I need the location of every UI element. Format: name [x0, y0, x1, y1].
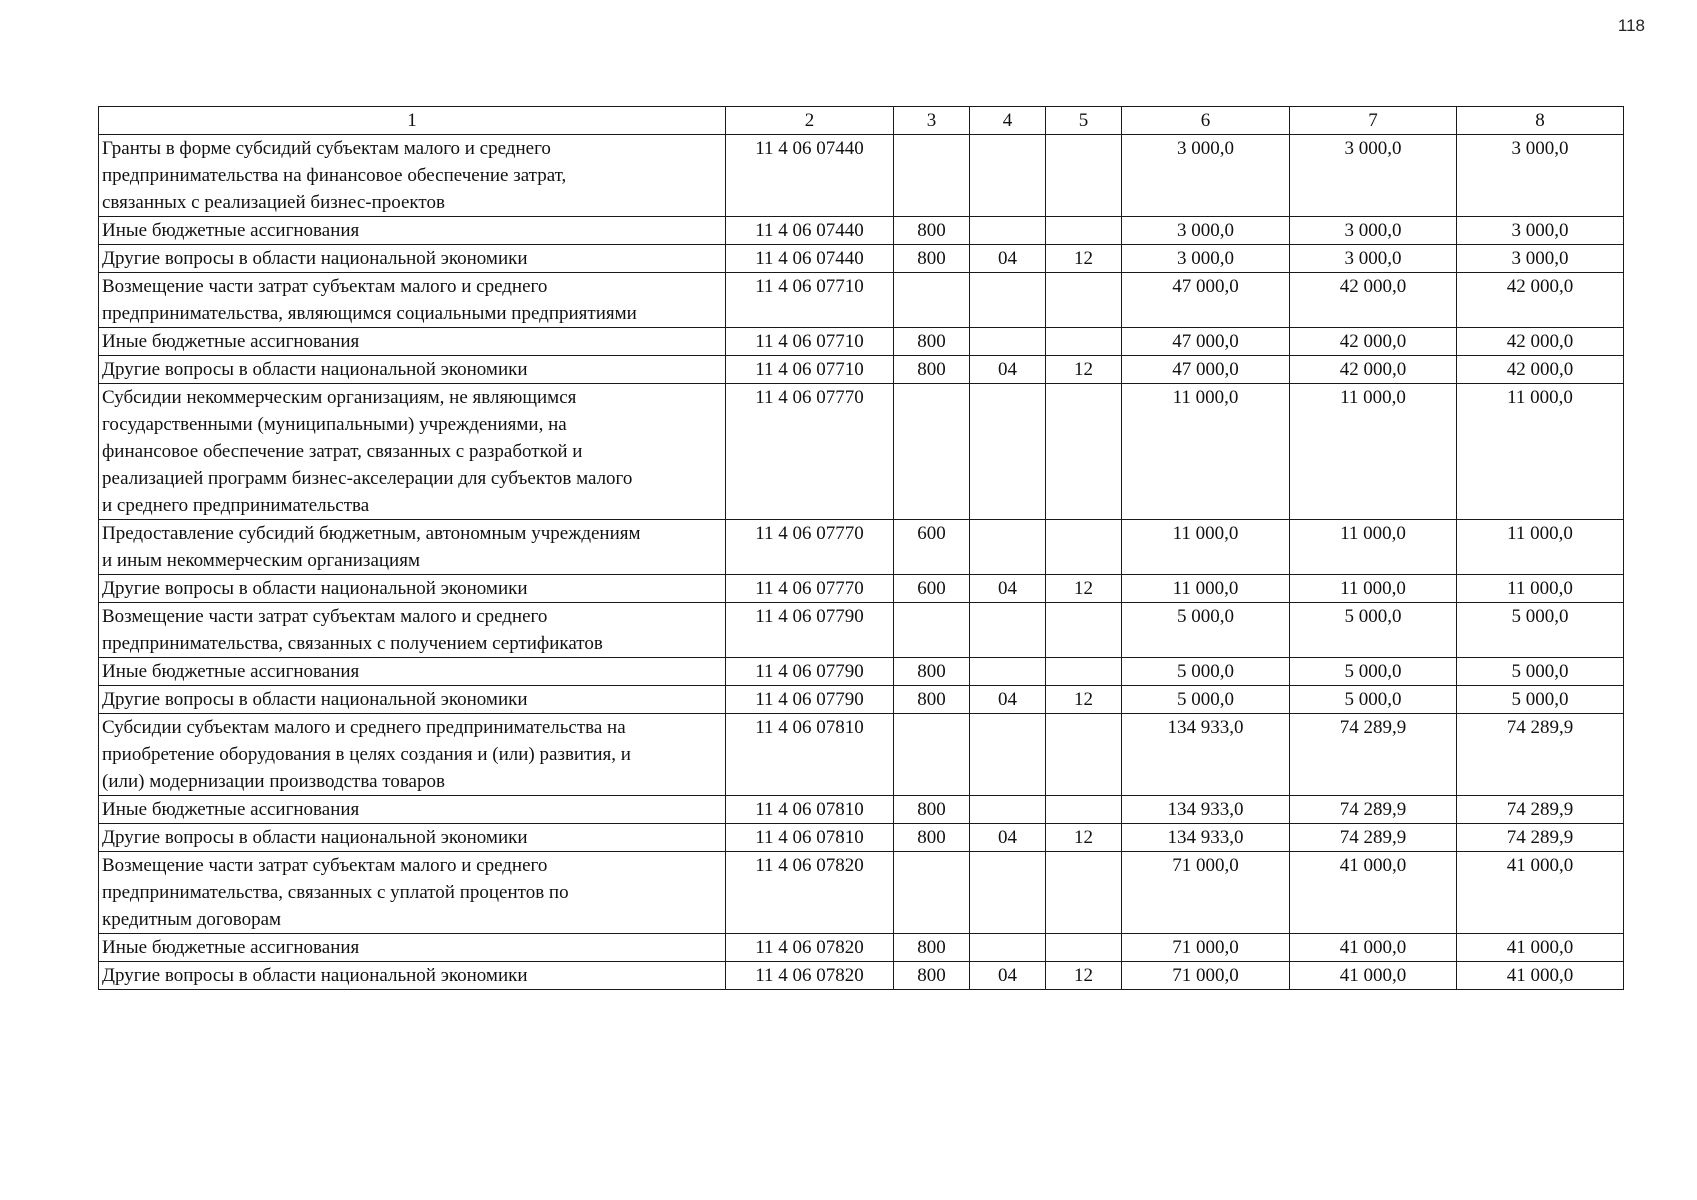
table-row	[99, 384, 1624, 520]
target-article-code-cell: 11 4 06 07770	[726, 575, 894, 603]
target-article-code-cell: 11 4 06 07810	[726, 714, 894, 796]
amount-col7-cell: 3 000,0	[1290, 217, 1457, 245]
expense-type-cell: 800	[894, 824, 970, 852]
subsection-cell	[1046, 135, 1122, 217]
amount-col6-cell: 47 000,0	[1122, 328, 1290, 356]
page-number: 118	[1617, 16, 1645, 35]
table-row	[99, 217, 1624, 245]
expense-type-cell: 800	[894, 356, 970, 384]
target-article-code-cell: 11 4 06 07820	[726, 934, 894, 962]
table-row	[99, 714, 1624, 796]
amount-col6-cell: 5 000,0	[1122, 686, 1290, 714]
amount-col6-cell: 5 000,0	[1122, 658, 1290, 686]
section-cell	[970, 714, 1046, 796]
expense-type-cell	[894, 135, 970, 217]
subsection-cell: 12	[1046, 962, 1122, 990]
column-header-1: 1	[99, 107, 726, 135]
amount-col7-cell: 3 000,0	[1290, 135, 1457, 217]
column-number-row	[99, 107, 1624, 135]
table-row	[99, 575, 1624, 603]
amount-col7-cell: 74 289,9	[1290, 796, 1457, 824]
amount-col7-cell: 5 000,0	[1290, 603, 1457, 658]
row-name-cell: Другие вопросы в области национальной экономики	[99, 245, 726, 273]
row-name-cell: Другие вопросы в области национальной экономики	[99, 824, 726, 852]
target-article-code-cell: 11 4 06 07820	[726, 962, 894, 990]
target-article-code-cell: 11 4 06 07790	[726, 686, 894, 714]
amount-col8-cell: 41 000,0	[1457, 934, 1624, 962]
table-row	[99, 520, 1624, 575]
expense-type-cell	[894, 384, 970, 520]
expense-type-cell: 800	[894, 934, 970, 962]
row-name-cell: Субсидии некоммерческим организациям, не являющимся государственными (муниципальными) учреждениями, на финансовое обеспечение затрат, связанных с разработкой и реализацией программ бизнес-акселерации для субъектов малого и среднего предпринимательства	[99, 384, 726, 520]
table-row	[99, 245, 1624, 273]
row-name-cell: Другие вопросы в области национальной экономики	[99, 575, 726, 603]
amount-col8-cell: 42 000,0	[1457, 328, 1624, 356]
subsection-cell: 12	[1046, 686, 1122, 714]
target-article-code-cell: 11 4 06 07770	[726, 384, 894, 520]
column-header-3: 3	[894, 107, 970, 135]
amount-col8-cell: 3 000,0	[1457, 135, 1624, 217]
subsection-cell	[1046, 796, 1122, 824]
subsection-cell	[1046, 852, 1122, 934]
row-name-cell: Другие вопросы в области национальной экономики	[99, 356, 726, 384]
amount-col6-cell: 134 933,0	[1122, 796, 1290, 824]
target-article-code-cell: 11 4 06 07790	[726, 603, 894, 658]
amount-col7-cell: 42 000,0	[1290, 328, 1457, 356]
amount-col8-cell: 41 000,0	[1457, 962, 1624, 990]
table-row	[99, 658, 1624, 686]
section-cell	[970, 852, 1046, 934]
expense-type-cell: 800	[894, 658, 970, 686]
expense-type-cell	[894, 714, 970, 796]
row-name-cell: Предоставление субсидий бюджетным, автономным учреждениям и иным некоммерческим организациям	[99, 520, 726, 575]
row-name-cell: Иные бюджетные ассигнования	[99, 796, 726, 824]
column-header-2: 2	[726, 107, 894, 135]
amount-col6-cell: 71 000,0	[1122, 934, 1290, 962]
amount-col8-cell: 42 000,0	[1457, 356, 1624, 384]
section-cell	[970, 217, 1046, 245]
expense-type-cell: 800	[894, 217, 970, 245]
target-article-code-cell: 11 4 06 07790	[726, 658, 894, 686]
section-cell: 04	[970, 245, 1046, 273]
amount-col7-cell: 74 289,9	[1290, 824, 1457, 852]
target-article-code-cell: 11 4 06 07810	[726, 824, 894, 852]
subsection-cell	[1046, 603, 1122, 658]
amount-col8-cell: 11 000,0	[1457, 384, 1624, 520]
section-cell	[970, 273, 1046, 328]
amount-col8-cell: 74 289,9	[1457, 824, 1624, 852]
amount-col7-cell: 5 000,0	[1290, 686, 1457, 714]
amount-col8-cell: 11 000,0	[1457, 520, 1624, 575]
expense-type-cell: 800	[894, 962, 970, 990]
table-body	[99, 135, 1624, 990]
amount-col6-cell: 71 000,0	[1122, 962, 1290, 990]
expense-type-cell	[894, 852, 970, 934]
amount-col6-cell: 3 000,0	[1122, 245, 1290, 273]
section-cell: 04	[970, 575, 1046, 603]
row-name-cell: Иные бюджетные ассигнования	[99, 658, 726, 686]
amount-col6-cell: 134 933,0	[1122, 824, 1290, 852]
amount-col7-cell: 3 000,0	[1290, 245, 1457, 273]
section-cell	[970, 934, 1046, 962]
amount-col6-cell: 47 000,0	[1122, 273, 1290, 328]
column-header-4: 4	[970, 107, 1046, 135]
target-article-code-cell: 11 4 06 07820	[726, 852, 894, 934]
expense-type-cell: 600	[894, 520, 970, 575]
row-name-cell: Другие вопросы в области национальной экономики	[99, 962, 726, 990]
amount-col6-cell: 3 000,0	[1122, 217, 1290, 245]
amount-col6-cell: 11 000,0	[1122, 575, 1290, 603]
subsection-cell	[1046, 934, 1122, 962]
expense-type-cell: 800	[894, 245, 970, 273]
section-cell: 04	[970, 962, 1046, 990]
subsection-cell: 12	[1046, 245, 1122, 273]
amount-col6-cell: 11 000,0	[1122, 384, 1290, 520]
subsection-cell	[1046, 714, 1122, 796]
amount-col8-cell: 3 000,0	[1457, 245, 1624, 273]
amount-col8-cell: 3 000,0	[1457, 217, 1624, 245]
amount-col7-cell: 5 000,0	[1290, 658, 1457, 686]
subsection-cell	[1046, 217, 1122, 245]
target-article-code-cell: 11 4 06 07710	[726, 273, 894, 328]
subsection-cell	[1046, 328, 1122, 356]
section-cell	[970, 520, 1046, 575]
target-article-code-cell: 11 4 06 07440	[726, 245, 894, 273]
table-row	[99, 962, 1624, 990]
amount-col7-cell: 74 289,9	[1290, 714, 1457, 796]
table-row	[99, 824, 1624, 852]
section-cell	[970, 328, 1046, 356]
amount-col8-cell: 5 000,0	[1457, 658, 1624, 686]
target-article-code-cell: 11 4 06 07710	[726, 356, 894, 384]
amount-col7-cell: 42 000,0	[1290, 356, 1457, 384]
table-row	[99, 603, 1624, 658]
column-header-6: 6	[1122, 107, 1290, 135]
table-row	[99, 852, 1624, 934]
row-name-cell: Другие вопросы в области национальной экономики	[99, 686, 726, 714]
subsection-cell	[1046, 384, 1122, 520]
amount-col7-cell: 11 000,0	[1290, 384, 1457, 520]
table-row	[99, 135, 1624, 217]
amount-col6-cell: 71 000,0	[1122, 852, 1290, 934]
amount-col6-cell: 47 000,0	[1122, 356, 1290, 384]
expense-type-cell	[894, 273, 970, 328]
row-name-cell: Иные бюджетные ассигнования	[99, 217, 726, 245]
amount-col7-cell: 11 000,0	[1290, 520, 1457, 575]
amount-col6-cell: 134 933,0	[1122, 714, 1290, 796]
column-header-5: 5	[1046, 107, 1122, 135]
row-name-cell: Иные бюджетные ассигнования	[99, 328, 726, 356]
target-article-code-cell: 11 4 06 07440	[726, 135, 894, 217]
expense-type-cell	[894, 603, 970, 658]
expense-type-cell: 600	[894, 575, 970, 603]
subsection-cell	[1046, 273, 1122, 328]
amount-col6-cell: 5 000,0	[1122, 603, 1290, 658]
section-cell: 04	[970, 824, 1046, 852]
section-cell: 04	[970, 686, 1046, 714]
row-name-cell: Гранты в форме субсидий субъектам малого и среднего предпринимательства на финансовое обеспечение затрат, связанных с реализацией бизнес-проектов	[99, 135, 726, 217]
row-name-cell: Субсидии субъектам малого и среднего предпринимательства на приобретение оборудования в целях создания и (или) развития, и (или) модернизации производства товаров	[99, 714, 726, 796]
budget-table	[98, 106, 1624, 990]
expense-type-cell: 800	[894, 328, 970, 356]
amount-col8-cell: 11 000,0	[1457, 575, 1624, 603]
target-article-code-cell: 11 4 06 07810	[726, 796, 894, 824]
section-cell	[970, 603, 1046, 658]
row-name-cell: Возмещение части затрат субъектам малого и среднего предпринимательства, связанных с уплатой процентов по кредитным договорам	[99, 852, 726, 934]
table-row	[99, 934, 1624, 962]
table-row	[99, 273, 1624, 328]
subsection-cell	[1046, 520, 1122, 575]
amount-col8-cell: 5 000,0	[1457, 603, 1624, 658]
section-cell	[970, 658, 1046, 686]
amount-col7-cell: 11 000,0	[1290, 575, 1457, 603]
row-name-cell: Иные бюджетные ассигнования	[99, 934, 726, 962]
section-cell	[970, 796, 1046, 824]
amount-col6-cell: 11 000,0	[1122, 520, 1290, 575]
amount-col6-cell: 3 000,0	[1122, 135, 1290, 217]
amount-col7-cell: 41 000,0	[1290, 962, 1457, 990]
expense-type-cell: 800	[894, 796, 970, 824]
target-article-code-cell: 11 4 06 07770	[726, 520, 894, 575]
subsection-cell	[1046, 658, 1122, 686]
amount-col8-cell: 5 000,0	[1457, 686, 1624, 714]
subsection-cell: 12	[1046, 356, 1122, 384]
amount-col8-cell: 41 000,0	[1457, 852, 1624, 934]
amount-col7-cell: 42 000,0	[1290, 273, 1457, 328]
target-article-code-cell: 11 4 06 07710	[726, 328, 894, 356]
amount-col8-cell: 74 289,9	[1457, 714, 1624, 796]
section-cell	[970, 135, 1046, 217]
section-cell: 04	[970, 356, 1046, 384]
row-name-cell: Возмещение части затрат субъектам малого и среднего предпринимательства, являющимся социальными предприятиями	[99, 273, 726, 328]
section-cell	[970, 384, 1046, 520]
amount-col8-cell: 42 000,0	[1457, 273, 1624, 328]
table-row	[99, 796, 1624, 824]
subsection-cell: 12	[1046, 575, 1122, 603]
column-header-8: 8	[1457, 107, 1624, 135]
table-row	[99, 356, 1624, 384]
expense-type-cell: 800	[894, 686, 970, 714]
subsection-cell: 12	[1046, 824, 1122, 852]
row-name-cell: Возмещение части затрат субъектам малого и среднего предпринимательства, связанных с получением сертификатов	[99, 603, 726, 658]
table-row	[99, 686, 1624, 714]
table-row	[99, 328, 1624, 356]
amount-col7-cell: 41 000,0	[1290, 852, 1457, 934]
column-header-7: 7	[1290, 107, 1457, 135]
amount-col7-cell: 41 000,0	[1290, 934, 1457, 962]
target-article-code-cell: 11 4 06 07440	[726, 217, 894, 245]
amount-col8-cell: 74 289,9	[1457, 796, 1624, 824]
